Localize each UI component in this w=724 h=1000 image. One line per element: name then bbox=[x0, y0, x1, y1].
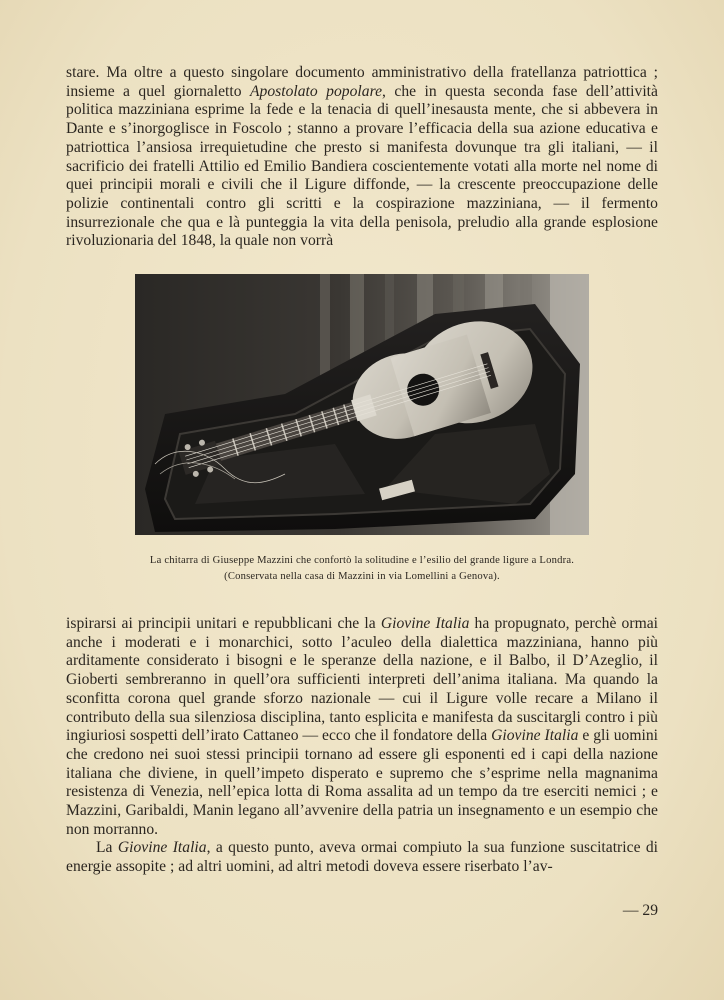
photo-caption bbox=[100, 553, 624, 585]
body-text-top bbox=[66, 64, 658, 251]
paragraph-last: La Giovine Italia, a questo punto, aveva ormai compiuto la sua funzione suscitatrice di energie assopite ; ad altri uomini, ad altri metodi doveva essere riserbato l’av- bbox=[66, 839, 659, 876]
page-number: — 29 bbox=[622, 902, 658, 919]
guitar-photograph bbox=[135, 274, 589, 535]
caption-line-2: (Conservata nella casa di Mazzini in via Lomellini a Genova). bbox=[224, 571, 500, 582]
paragraph-bottom: ispirarsi ai principii unitari e repubblicani che la Giovine Italia ha propugnato, perchè ormai anche i moderati e i monarchici, sotto l’aculeo della dialettica mazziniana, hanno più arditamente considerato i bisogni e le speranze della nazione, e il Balbo, il D’Azeglio, il Gioberti sembreranno in quell’ora sufficienti interpreti dell’anima italiana. Ma quando la sconfitta corona quel grande sforzo nazionale — cui il Ligure volle recare a Milano il contributo della sua silenziosa disciplina, tanto esplicita e manifesta da suscitargli contro i più ingiuriosi sospetti dell’irato Cattaneo — ecco che il fondatore della Giovine Italia e gli uomini che credono nei suoi stessi principii tornano ad essere gli esponenti ed i capi della nazione italiana che diviene, in quell’impeto disperato e supremo che s’esprime nella magnanima resistenza di Venezia, nell’epica lotta di Roma assalita ad un tempo da tre eserciti nemici ; e Mazzini, Garibaldi, Manin legano all’avvenire della patria un insegnamento e un esempio che non morranno. bbox=[66, 615, 659, 838]
italic-title: Apostolato popolare bbox=[249, 82, 383, 100]
italic-title: Giovine Italia bbox=[491, 727, 579, 745]
body-text-bottom bbox=[66, 615, 658, 877]
guitar-image bbox=[135, 274, 589, 535]
caption-line-1: La chitarra di Giuseppe Mazzini che confortò la solitudine e l’esilio del grande ligure a Londra. bbox=[149, 555, 575, 566]
italic-title: Giovine Italia bbox=[117, 839, 207, 857]
italic-title: Giovine Italia bbox=[380, 615, 470, 632]
paragraph-top: stare. Ma oltre a questo singolare documento amministrativo della fratellanza patriottica ; insieme a quel giornaletto Apostolato popolare, che in questa seconda fase dell’attività politica mazziniana esprime la fede e la tenacia di quell’inesausta mente, che si abbevera in Dante e s’inorgoglisce in Foscolo ; stanno a provare l’efficacia della sua azione educativa e patriottica l’ansiosa irrequietudine che presto si manifesta dovunque tra gli italiani, — il sacrificio dei fratelli Attilio ed Emilio Bandiera coscientemente votati alla morte nel nome di quei principii morali e civili che il Ligure diffonde, — la crescente preoccupazione delle polizie continentali contro gli scritti e la cospirazione mazziniana, — il fermento insurrezionale che qua e là punteggia la vita della penisola, preludio alla grande esplosione rivoluzionaria del 1848, la quale non vorrà bbox=[66, 64, 658, 250]
